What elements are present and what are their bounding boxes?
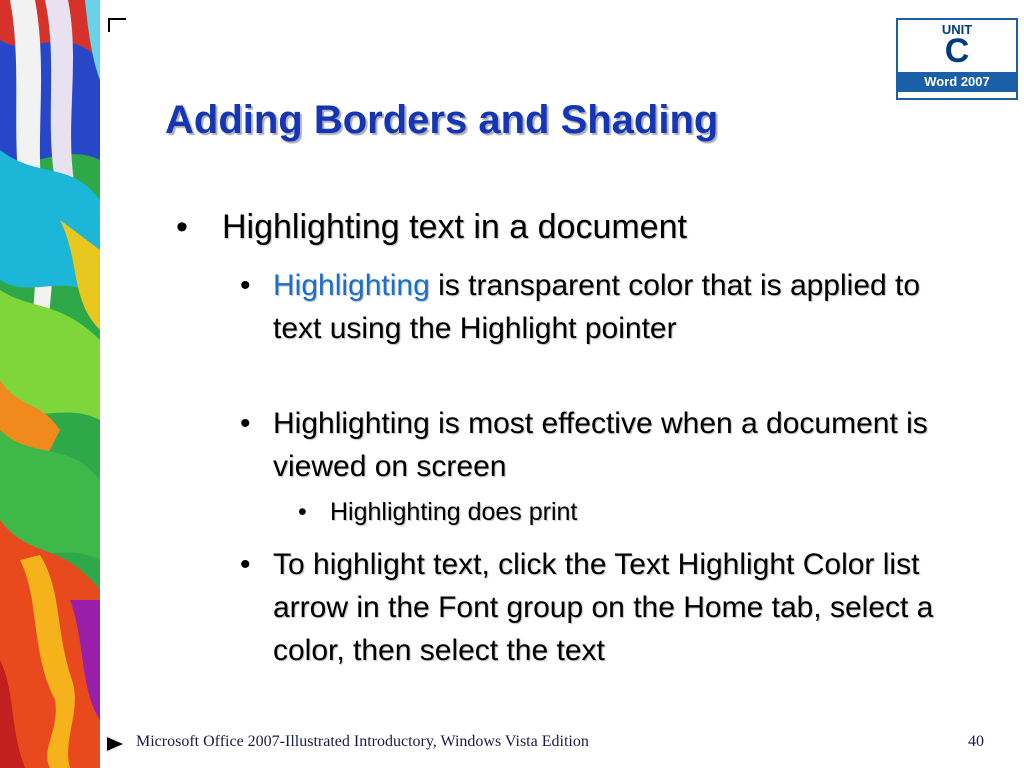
footer-text: Microsoft Office 2007-Illustrated Introductory, Windows Vista Edition: [136, 733, 589, 750]
bullet-dot-level1: •: [176, 208, 188, 246]
page-number: 40: [968, 733, 984, 750]
bullet-dot-b-sub: •: [298, 498, 307, 526]
highlight-term: Highlighting: [273, 269, 430, 302]
bullet-dot-a: •: [240, 269, 251, 302]
bullet-b-sub: Highlighting does print: [330, 498, 578, 526]
badge-unit-letter: C: [944, 32, 970, 70]
bullet-a-text: is transparent color that is applied to text using the Highlight pointer: [273, 269, 921, 345]
bullet-a: [273, 264, 973, 350]
corner-mark: [108, 18, 126, 32]
badge-product-label: Word 2007: [898, 72, 1016, 92]
bullet-dot-b: •: [240, 407, 251, 440]
footer-arrow-icon: [107, 737, 123, 751]
slide-title: Adding Borders and Shading: [165, 98, 719, 142]
unit-badge: [896, 18, 1018, 100]
bullet-b: Highlighting is most effective when a document is viewed on screen: [273, 407, 928, 483]
badge-unit-label: UNIT: [941, 22, 973, 37]
bullet-dot-c: •: [240, 548, 251, 581]
bullet-c: To highlight text, click the Text Highlight Color list arrow in the Font group on the Home tab, select a color, then select the text: [273, 548, 934, 667]
decorative-art-strip: [0, 0, 100, 768]
bullet-level1: Highlighting text in a document: [222, 208, 687, 246]
